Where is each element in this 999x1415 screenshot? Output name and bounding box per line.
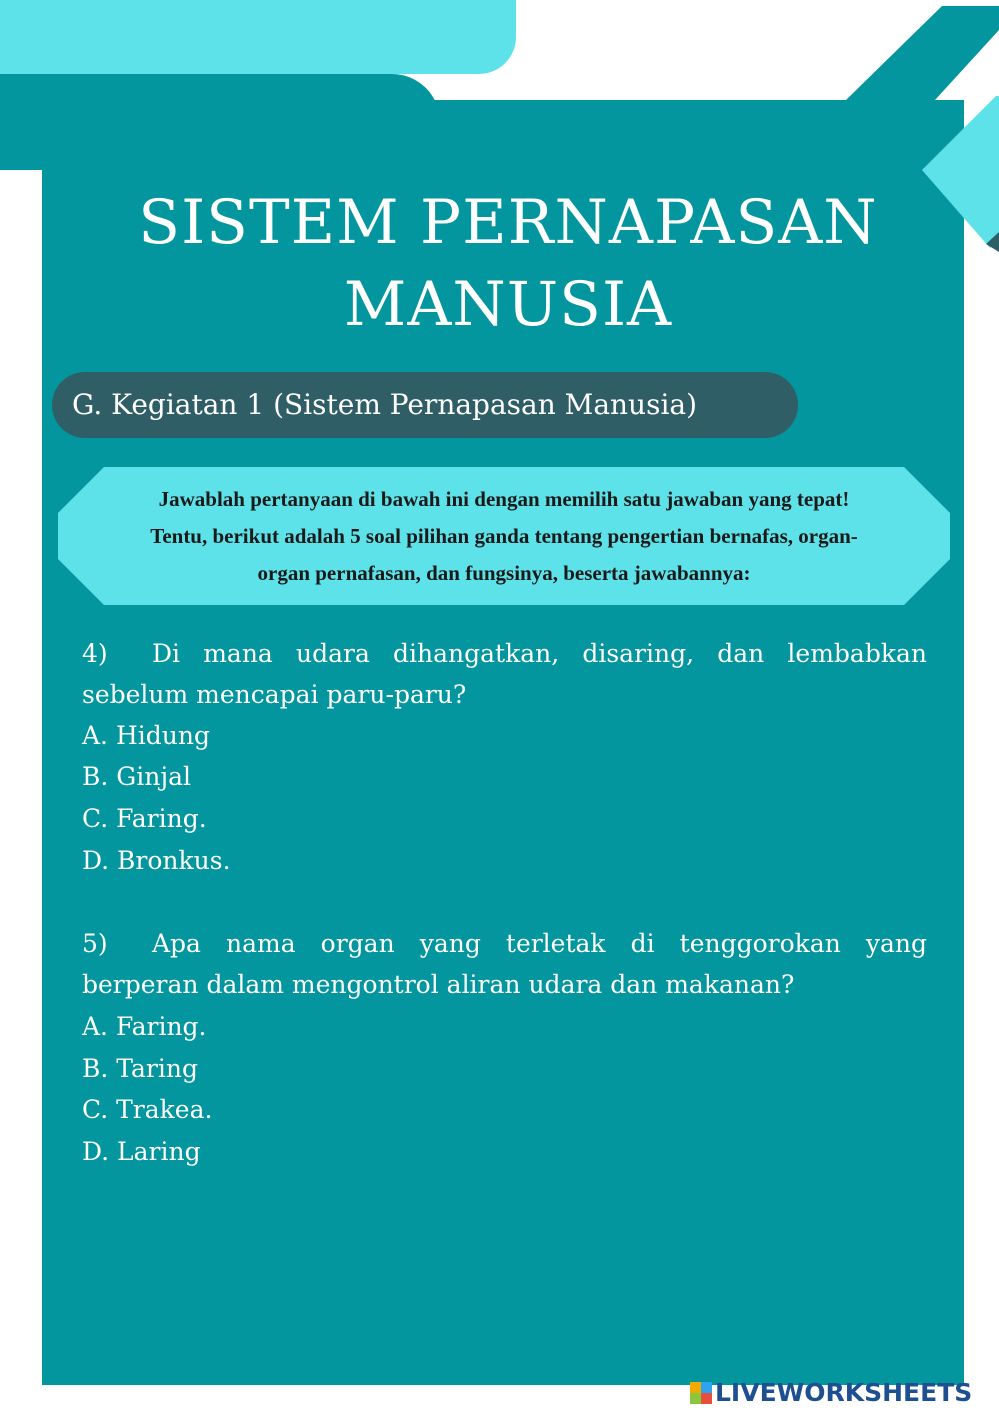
title-line-1: SISTEM PERNAPASAN (138, 187, 878, 258)
question-4-option-d[interactable]: D. Bronkus. (82, 846, 231, 875)
instruction-line-1: Jawablah pertanyaan di bawah ini dengan memilih satu jawaban yang tepat! (158, 487, 850, 511)
question-5-option-a[interactable]: A. Faring. (82, 1012, 207, 1041)
title-line-2: MANUSIA (343, 269, 673, 340)
liveworksheets-logo[interactable] (690, 1378, 990, 1408)
instruction-text (88, 481, 920, 592)
top-accent-shape (0, 0, 516, 74)
question-4-number: 4) (82, 639, 108, 668)
liveworksheets-brand-text: LIVEWORKSHEETS (715, 1378, 973, 1407)
instruction-box (58, 467, 950, 605)
question-5-option-c[interactable]: C. Trakea. (82, 1095, 213, 1124)
question-4-option-b[interactable]: B. Ginjal (82, 762, 191, 791)
instruction-line-3: organ pernafasan, dan fungsinya, beserta jawabannya: (257, 561, 751, 585)
question-4-option-a[interactable]: A. Hidung (82, 721, 210, 750)
question-4-body: Di mana udara dihangatkan, disaring, dan lembabkan sebelum mencapai paru-paru? (82, 639, 927, 709)
activity-heading: G. Kegiatan 1 (Sistem Pernapasan Manusia) (52, 372, 798, 438)
question-5-text (82, 923, 927, 1005)
page-title (60, 182, 956, 346)
question-5-number: 5) (82, 929, 108, 958)
question-5-body: Apa nama organ yang terletak di tenggorokan yang berperan dalam mengontrol aliran udara dan makanan? (82, 929, 927, 999)
question-5-option-b[interactable]: B. Taring (82, 1054, 198, 1083)
liveworksheets-logo-icon (690, 1382, 712, 1404)
question-4-option-c[interactable]: C. Faring. (82, 804, 207, 833)
instruction-line-2: Tentu, berikut adalah 5 soal pilihan ganda tentang pengertian bernafas, organ- (150, 524, 858, 548)
question-5-option-d[interactable]: D. Laring (82, 1137, 201, 1166)
question-4-text (82, 633, 927, 715)
